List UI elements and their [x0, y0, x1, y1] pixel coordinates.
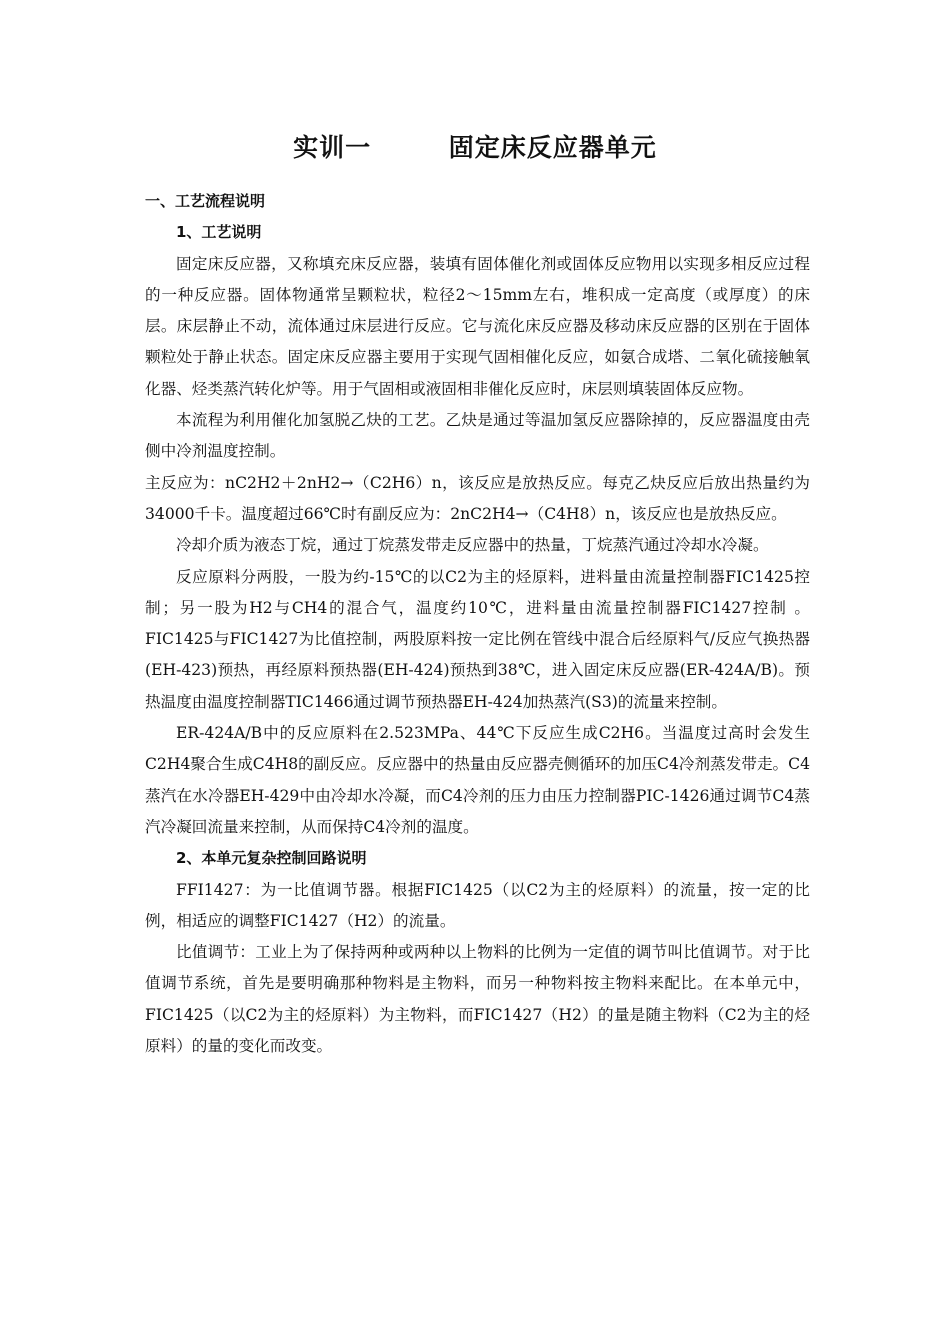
subsection-heading: 1、工艺说明 — [176, 223, 262, 242]
paragraph: 冷却介质为液态丁烷，通过丁烷蒸发带走反应器中的热量，丁烷蒸汽通过冷却水冷凝。 — [176, 536, 769, 555]
paragraph: 本流程为利用催化加氢脱乙炔的工艺。乙炔是通过等温加氢反应器除掉的，反应器温度由壳侧中冷剂温度控制。 — [145, 411, 810, 461]
document-body — [145, 186, 810, 1062]
page-title: 实训一 固定床反应器单元 — [293, 133, 657, 162]
subsection-heading: 2、本单元复杂控制回路说明 — [176, 849, 367, 868]
paragraph: 反应原料分两股，一股为约-15℃的以C2为主的烃原料，进料量由流量控制器FIC1425控制；另一股为H2与CH4的混合气，温度约10℃，进料量由流量控制器FIC1427控制 。FIC1425与FIC1427为比值控制，两股原料按一定比例在管线中混合后经原料气/反应气换热器(EH-423)预热，再经原料预热器(EH-424)预热到38℃，进入固定床反应器(ER-424A/B)。预热温度由温度控制器TIC1466通过调节预热器EH-424加热蒸汽(S3)的流量来控制。 — [145, 567, 810, 711]
paragraph: ER-424A/B中的反应原料在2.523MPa、44℃下反应生成C2H6。当温度过高时会发生C2H4聚合生成C4H8的副反应。反应器中的热量由反应器壳侧循环的加压C4冷剂蒸发带走。C4蒸汽在水冷器EH-429中由冷却水冷凝，而C4冷剂的压力由压力控制器PIC-1426通过调节C4蒸汽冷凝回流量来控制，从而保持C4冷剂的温度。 — [145, 724, 810, 836]
paragraph: 比值调节：工业上为了保持两种或两种以上物料的比例为一定值的调节叫比值调节。对于比值调节系统，首先是要明确那种物料是主物料，而另一种物料按主物料来配比。在本单元中，FIC1425（以C2为主的烃原料）为主物料，而FIC1427（H2）的量是随主物料（C2为主的烃原料）的量的变化而改变。 — [145, 943, 810, 1056]
paragraph: FFI1427：为一比值调节器。根据FIC1425（以C2为主的烃原料）的流量，按一定的比例，相适应的调整FIC1427（H2）的流量。 — [145, 880, 810, 930]
paragraph: 主反应为：nC2H2＋2nH2→（C2H6）n，该反应是放热反应。每克乙炔反应后放出热量约为34000千卡。温度超过66℃时有副反应为：2nC2H4→（C4H8）n，该反应也是放热反应。 — [145, 473, 810, 523]
section-heading: 一、工艺流程说明 — [145, 192, 266, 210]
paragraph: 固定床反应器，又称填充床反应器，装填有固体催化剂或固体反应物用以实现多相反应过程的一种反应器。固体物通常呈颗粒状，粒径2～15mm左右，堆积成一定高度（或厚度）的床层。床层静止不动，流体通过床层进行反应。它与流化床反应器及移动床反应器的区别在于固体颗粒处于静止状态。固定床反应器主要用于实现气固相催化反应，如氨合成塔、二氧化硫接触氧化器、烃类蒸汽转化炉等。用于气固相或液固相非催化反应时，床层则填装固体反应物。 — [145, 254, 810, 398]
